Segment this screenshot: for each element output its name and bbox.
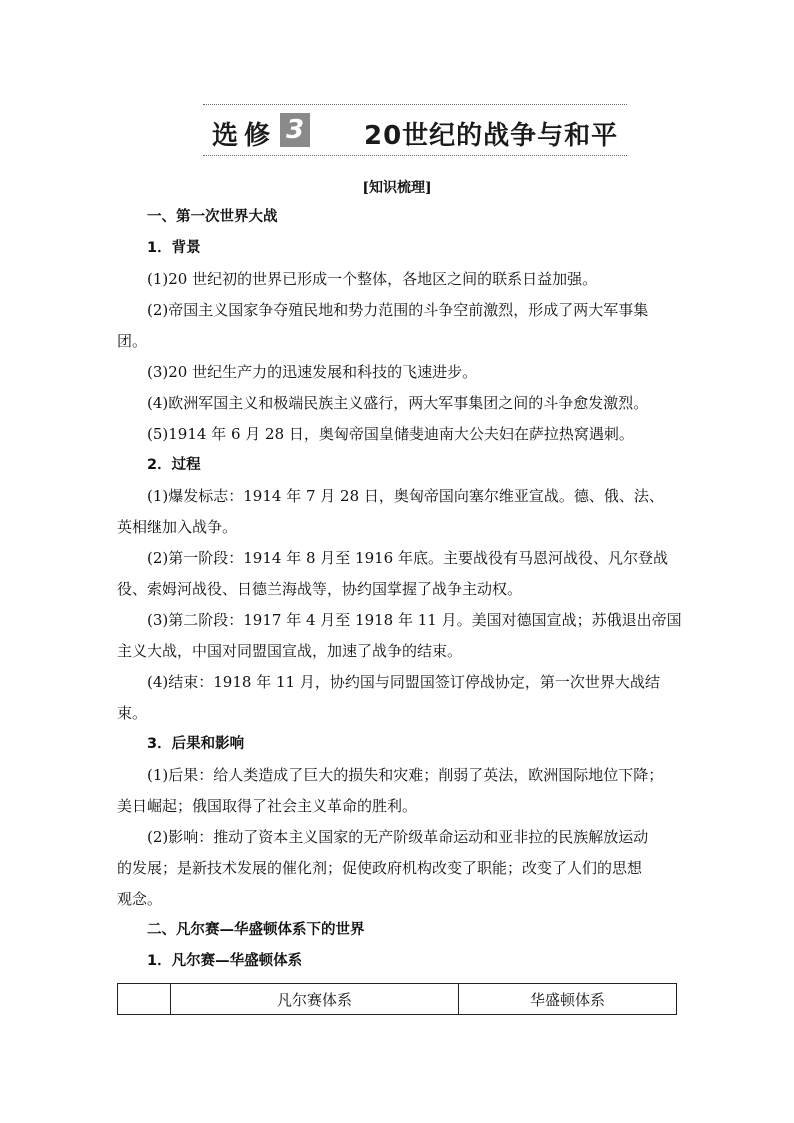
paragraph-line: (5)1914 年 6 月 28 日，奥匈帝国皇储斐迪南大公夫妇在萨拉热窝遇刺。: [147, 425, 634, 443]
paragraph-line: 美日崛起；俄国取得了社会主义革命的胜利。: [117, 797, 418, 815]
table-header-cell: [118, 984, 171, 1015]
course-label: 选修: [212, 121, 277, 151]
section-heading: 1．背景: [147, 240, 201, 256]
paragraph-line: (2)帝国主义国家争夺殖民地和势力范围的斗争空前激烈，形成了两大军事集: [147, 301, 649, 319]
paragraph-line: (2)影响：推动了资本主义国家的无产阶级革命运动和亚非拉的民族解放运动: [147, 828, 649, 846]
paragraph-line: (3)第二阶段：1917 年 4 月至 1918 年 11 月。美国对德国宣战；苏俄退出帝国: [147, 611, 682, 629]
page-title: 20世纪的战争与和平: [364, 121, 619, 151]
section-heading: 1．凡尔赛—华盛顿体系: [147, 953, 303, 969]
table-row: [118, 984, 677, 1015]
paragraph-line: (1)20 世纪初的世界已形成一个整体，各地区之间的联系日益加强。: [147, 270, 598, 288]
section-tag: [知识梳理]: [362, 180, 432, 196]
paragraph-line: 英相继加入战争。: [117, 518, 238, 536]
paragraph-line: 团。: [117, 332, 148, 350]
paragraph-line: (4)欧洲军国主义和极端民族主义盛行，两大军事集团之间的斗争愈发激烈。: [147, 394, 649, 412]
paragraph-line: 主义大战，中国对同盟国宣战，加速了战争的结束。: [117, 642, 463, 660]
course-number: 3: [280, 113, 310, 147]
paragraph-line: (2)第一阶段：1914 年 8 月至 1916 年底。主要战役有马恩河战役、凡尔登战: [147, 549, 668, 567]
table-header-cell: 凡尔赛体系: [171, 984, 459, 1015]
section-heading: 3．后果和影响: [147, 736, 245, 752]
section-heading: 2．过程: [147, 457, 201, 473]
comparison-table: [117, 983, 677, 1015]
paragraph-line: 役、索姆河战役、日德兰海战等，协约国掌握了战争主动权。: [117, 580, 523, 598]
paragraph-line: (4)结束：1918 年 11 月，协约国与同盟国签订停战协定，第一次世界大战结: [147, 673, 660, 691]
section-heading: 二、凡尔赛—华盛顿体系下的世界: [147, 922, 365, 938]
section-heading: 一、第一次世界大战: [147, 209, 278, 225]
paragraph-line: 观念。: [117, 890, 163, 908]
table-header-cell: 华盛顿体系: [459, 984, 677, 1015]
paragraph-line: 束。: [117, 704, 148, 722]
paragraph-line: (1)后果：给人类造成了巨大的损失和灾难；削弱了英法，欧洲国际地位下降；: [147, 766, 664, 784]
paragraph-line: (1)爆发标志：1914 年 7 月 28 日，奥匈帝国向塞尔维亚宣战。德、俄、法、: [147, 487, 664, 505]
paragraph-line: (3)20 世纪生产力的迅速发展和科技的飞速进步。: [147, 363, 478, 381]
paragraph-line: 的发展；是新技术发展的催化剂；促使政府机构改变了职能；改变了人们的思想: [117, 859, 643, 877]
